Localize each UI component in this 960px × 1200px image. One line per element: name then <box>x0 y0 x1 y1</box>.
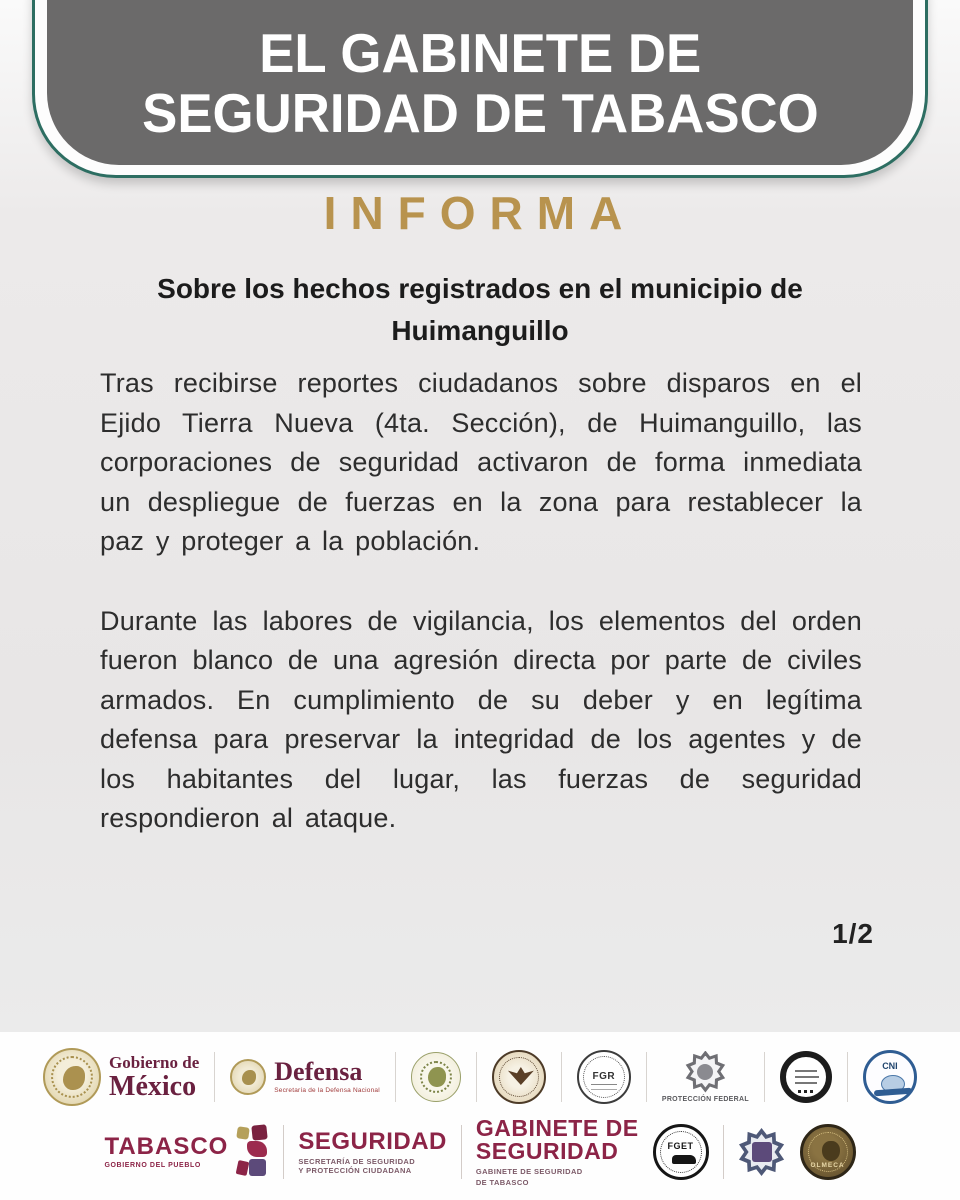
gobierno-de-label: Gobierno de <box>109 1052 200 1072</box>
proteccion-federal-star-icon <box>684 1051 726 1093</box>
divider <box>723 1125 724 1179</box>
header-plate <box>47 0 913 165</box>
gabinete-label-line2: SEGURIDAD <box>475 1138 619 1164</box>
page-indicator: 1/2 <box>832 918 874 949</box>
announcement-subtitle: Sobre los hechos registrados en el municipio de Huimanguillo <box>157 273 803 346</box>
divider <box>214 1052 215 1102</box>
proteccion-federal-label: PROTECCIÓN FEDERAL <box>661 1095 749 1103</box>
body-paragraph-2: Durante las labores de vigilancia, los elementos del orden fueron blanco de una agresión directa por parte de civiles armados. En cumplimiento de su deber y en legítima defensa para preservar la integridad de los agentes y de los habitantes del lugar, las fuerzas de seguridad respondieron al ataque. <box>100 605 862 833</box>
footer-row-state <box>0 1116 960 1188</box>
header-title-line1: EL GABINETE DE <box>258 22 702 84</box>
police-star-badge-icon <box>738 1128 786 1176</box>
gabinete-label-line1: GABINETE DE <box>475 1115 639 1141</box>
gabinete-sublabel-2: DE TABASCO <box>475 1178 529 1187</box>
gobierno-mexico-wordmark <box>109 1054 199 1101</box>
guardia-nacional-seal-icon <box>492 1050 546 1104</box>
footer-logo-strip <box>0 1032 960 1200</box>
divider <box>764 1052 765 1102</box>
fget-label: FGET <box>667 1141 694 1151</box>
fget-seal-icon <box>653 1124 709 1180</box>
tabasco-sublabel: GOBIERNO DEL PUEBLO <box>104 1162 201 1169</box>
tabasco-emblem-icon <box>235 1127 269 1177</box>
defensa-sublabel: Secretaría de la Defensa Nacional <box>274 1087 380 1095</box>
divider <box>283 1125 284 1179</box>
tabasco-logo <box>104 1127 269 1177</box>
seguridad-sublabel-2: Y PROTECCIÓN CIUDADANA <box>298 1166 412 1175</box>
proteccion-federal-badge <box>662 1051 749 1104</box>
header-title-line2: SEGURIDAD DE TABASCO <box>141 82 819 144</box>
divider <box>461 1125 462 1179</box>
gabinete-sublabel-1: GABINETE DE SEGURIDAD <box>475 1167 583 1176</box>
divider <box>646 1052 647 1102</box>
informa-heading: INFORMA <box>323 187 637 239</box>
gobierno-mexico-logo <box>43 1048 199 1106</box>
defensa-logo <box>230 1059 380 1095</box>
fgr-label: FGR <box>592 1071 616 1082</box>
fgr-seal-icon <box>577 1050 631 1104</box>
cni-label: CNI <box>882 1061 898 1071</box>
footer-row-federal <box>0 1044 960 1110</box>
body-paragraph-1: Tras recibirse reportes ciudadanos sobre disparos en el Ejido Tierra Nueva (4ta. Sección), de Huimanguillo, las corporaciones de seguridad activaron de forma inmediata un despliegue de fuerzas en la zona para restablecer la paz y proteger a la población. <box>100 368 862 556</box>
seguridad-label: SEGURIDAD <box>298 1127 447 1155</box>
gabinete-seguridad-logo <box>476 1117 639 1187</box>
divider <box>476 1052 477 1102</box>
divider <box>561 1052 562 1102</box>
defensa-seal-icon <box>230 1059 266 1095</box>
mexico-label: México <box>109 1070 197 1102</box>
olmeca-label: OLMECA <box>810 1162 845 1169</box>
olmeca-seal-icon <box>800 1124 856 1180</box>
seguridad-logo <box>298 1127 447 1175</box>
marina-seal-icon <box>411 1052 461 1102</box>
divider <box>395 1052 396 1102</box>
announcement-body <box>100 364 862 879</box>
seguridad-sublabel-1: SECRETARÍA DE SEGURIDAD <box>298 1156 416 1166</box>
tabasco-label: TABASCO <box>104 1133 229 1160</box>
cni-seal-icon <box>863 1050 917 1104</box>
defensa-label: Defensa <box>274 1057 363 1087</box>
divider <box>847 1052 848 1102</box>
sspc-seal-icon <box>780 1051 832 1103</box>
mexico-eagle-seal-icon <box>43 1048 101 1106</box>
